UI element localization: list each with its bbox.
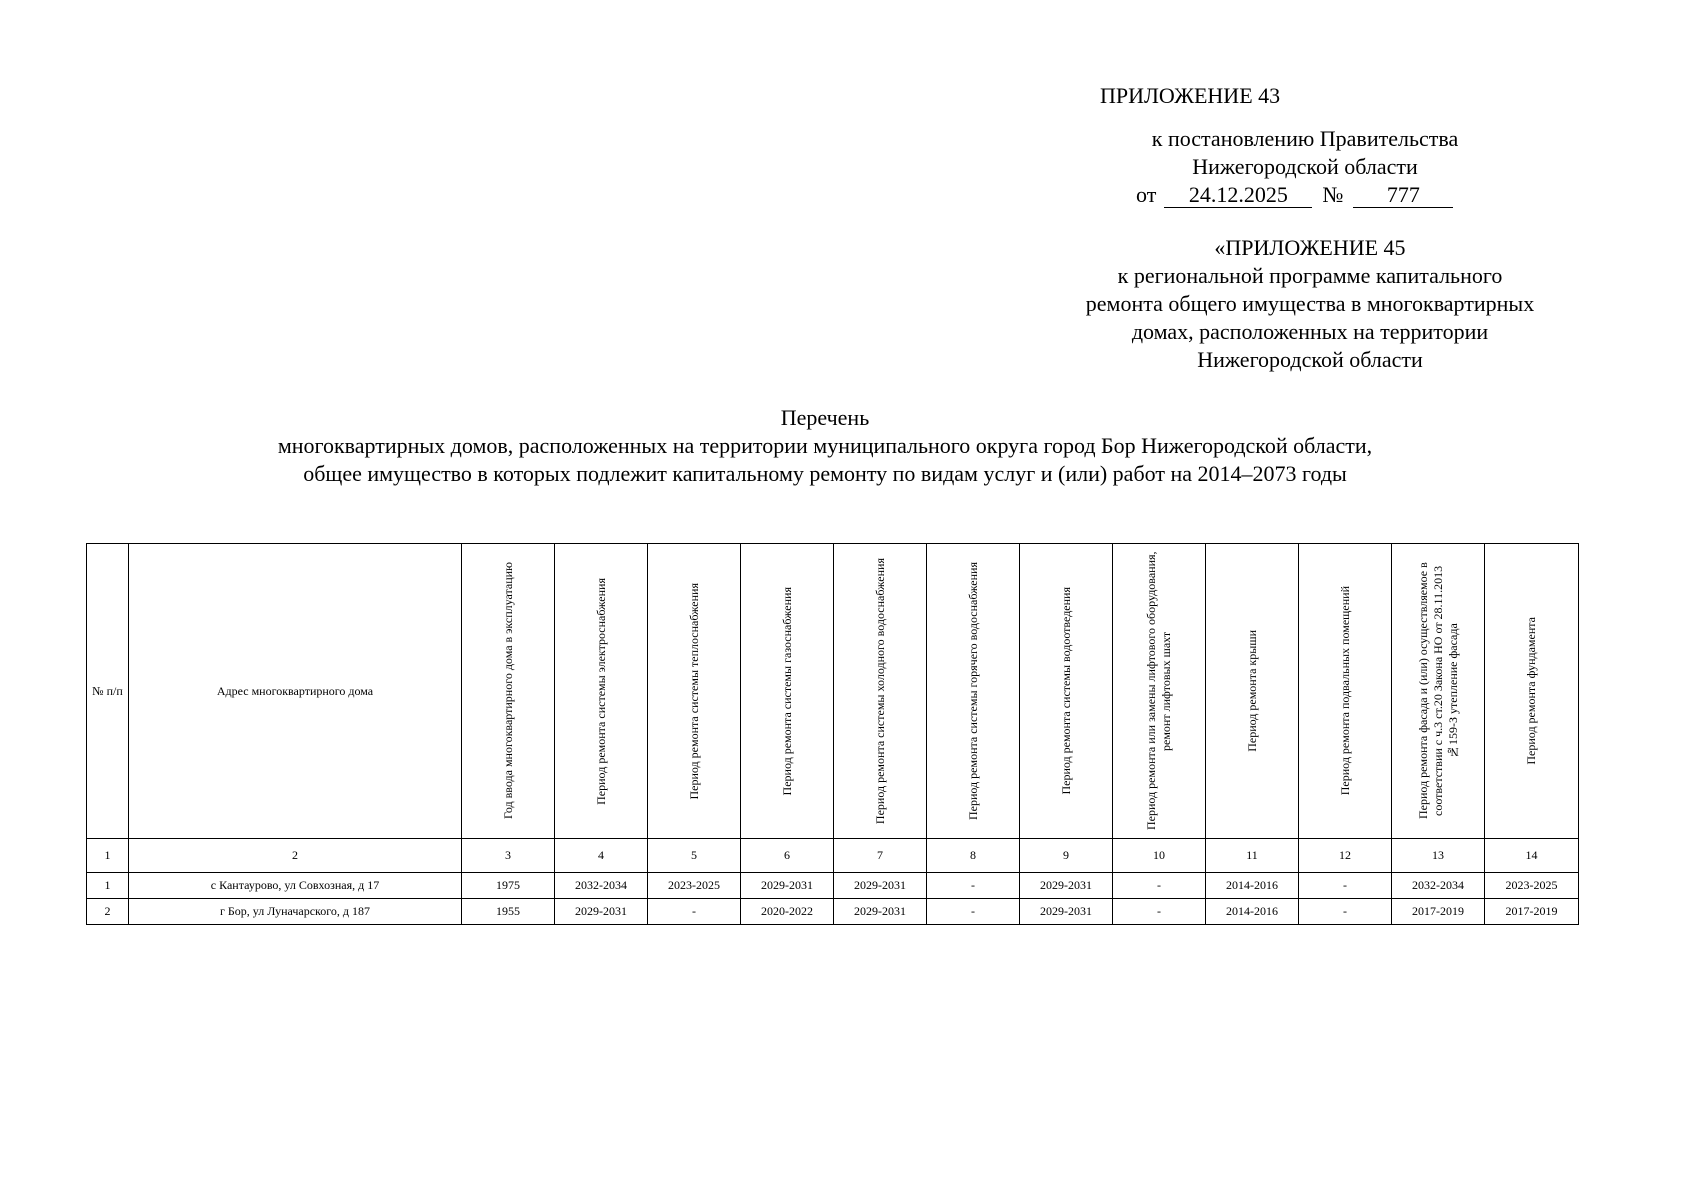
column-number: 9 (1020, 839, 1113, 873)
date-value: 24.12.2025 (1164, 183, 1312, 208)
header-electricity (555, 544, 648, 839)
annex-43-line-2: Нижегородской области (1192, 154, 1418, 179)
building-registry-table (86, 543, 1579, 925)
header-cold-water-label: Период ремонта системы холодного водоснабжения (872, 557, 887, 825)
annex-43-reference (1090, 125, 1520, 209)
column-number: 10 (1113, 839, 1206, 873)
header-facade-label: Период ремонта фасада и (или) осуществляемое в соответствии с ч.3 ст.20 Закона НО от 28.11.2013 №159-З утепление фасада (1415, 562, 1460, 820)
cell-roof: 2014-2016 (1206, 873, 1299, 899)
header-roof-label: Период ремонта крыши (1244, 630, 1259, 752)
cell-gas: 2029-2031 (741, 873, 834, 899)
header-drainage (1020, 544, 1113, 839)
table-header-row (87, 544, 1579, 839)
column-number: 4 (555, 839, 648, 873)
header-year-commissioned (462, 544, 555, 839)
header-address: Адрес многоквартирного дома (129, 544, 462, 839)
header-cold-water (834, 544, 927, 839)
date-prefix: от (1136, 182, 1157, 207)
cell-heating: 2023-2025 (648, 873, 741, 899)
annex-43-date-line (1136, 181, 1520, 209)
cell-roof: 2014-2016 (1206, 899, 1299, 925)
column-number-row (87, 839, 1579, 873)
annex-43-line-1: к постановлению Правительства (1151, 126, 1459, 151)
document-title-line-2: общее имущество в которых подлежит капитальному ремонту по видам услуг и (или) работ на 2014–2073 годы (303, 461, 1347, 486)
header-heating (648, 544, 741, 839)
document-heading: Перечень (780, 405, 870, 430)
table-row (87, 899, 1579, 925)
header-roof (1206, 544, 1299, 839)
column-number: 2 (129, 839, 462, 873)
column-number: 7 (834, 839, 927, 873)
annex-45-title: «ПРИЛОЖЕНИЕ 45 (1214, 235, 1406, 260)
cell-hot-water: - (927, 873, 1020, 899)
cell-facade: 2017-2019 (1392, 899, 1485, 925)
cell-cold-water: 2029-2031 (834, 873, 927, 899)
header-elevator-label: Период ремонта или замены лифтового оборудования, ремонт лифтовых шахт (1144, 551, 1173, 831)
header-electricity-label: Период ремонта системы электроснабжения (593, 577, 608, 805)
header-basement-label: Период ремонта подвальных помещений (1337, 586, 1352, 796)
cell-foundation: 2017-2019 (1485, 899, 1579, 925)
cell-basement: - (1299, 899, 1392, 925)
cell-year: 1975 (462, 873, 555, 899)
cell-number: 1 (87, 873, 129, 899)
header-number: № п/п (87, 544, 129, 839)
header-gas-label: Период ремонта системы газоснабжения (779, 586, 794, 796)
annex-45-line-1: к региональной программе капитального (1117, 263, 1503, 288)
header-facade (1392, 544, 1485, 839)
cell-foundation: 2023-2025 (1485, 873, 1579, 899)
cell-facade: 2032-2034 (1392, 873, 1485, 899)
column-number: 1 (87, 839, 129, 873)
cell-year: 1955 (462, 899, 555, 925)
column-number: 14 (1485, 839, 1579, 873)
cell-gas: 2020-2022 (741, 899, 834, 925)
header-drainage-label: Период ремонта системы водоотведения (1058, 587, 1073, 795)
cell-basement: - (1299, 873, 1392, 899)
annex-43-title: ПРИЛОЖЕНИЕ 43 (1100, 83, 1281, 108)
header-basement (1299, 544, 1392, 839)
cell-electricity: 2029-2031 (555, 899, 648, 925)
header-year-commissioned-label: Год ввода многоквартирного дома в эксплуатацию (500, 562, 515, 820)
column-number: 3 (462, 839, 555, 873)
header-elevator (1113, 544, 1206, 839)
header-hot-water-label: Период ремонта системы горячего водоснабжения (965, 561, 980, 820)
table-row (87, 873, 1579, 899)
column-number: 13 (1392, 839, 1485, 873)
column-number: 11 (1206, 839, 1299, 873)
number-sign: № (1322, 182, 1344, 207)
header-heating-label: Период ремонта системы теплоснабжения (686, 582, 701, 800)
cell-elevator: - (1113, 873, 1206, 899)
cell-drainage: 2029-2031 (1020, 899, 1113, 925)
document-title-line-1: многоквартирных домов, расположенных на территории муниципального округа город Бор Нижегородской области, (277, 433, 1373, 458)
header-hot-water (927, 544, 1020, 839)
column-number: 8 (927, 839, 1020, 873)
cell-cold-water: 2029-2031 (834, 899, 927, 925)
cell-elevator: - (1113, 899, 1206, 925)
cell-number: 2 (87, 899, 129, 925)
cell-hot-water: - (927, 899, 1020, 925)
header-foundation-label: Период ремонта фундамента (1524, 617, 1538, 765)
number-value: 777 (1353, 183, 1453, 208)
cell-address: г Бор, ул Луначарского, д 187 (129, 899, 462, 925)
annex-45-reference (1040, 234, 1580, 374)
header-gas (741, 544, 834, 839)
annex-45-line-3: домах, расположенных на территории (1131, 319, 1489, 344)
cell-drainage: 2029-2031 (1020, 873, 1113, 899)
header-foundation (1485, 544, 1579, 839)
document-title (150, 404, 1500, 488)
cell-heating: - (648, 899, 741, 925)
column-number: 12 (1299, 839, 1392, 873)
annex-45-line-2: ремонта общего имущества в многоквартирных (1085, 291, 1535, 316)
cell-address: с Кантаурово, ул Совхозная, д 17 (129, 873, 462, 899)
annex-45-line-4: Нижегородской области (1197, 347, 1423, 372)
column-number: 6 (741, 839, 834, 873)
column-number: 5 (648, 839, 741, 873)
cell-electricity: 2032-2034 (555, 873, 648, 899)
